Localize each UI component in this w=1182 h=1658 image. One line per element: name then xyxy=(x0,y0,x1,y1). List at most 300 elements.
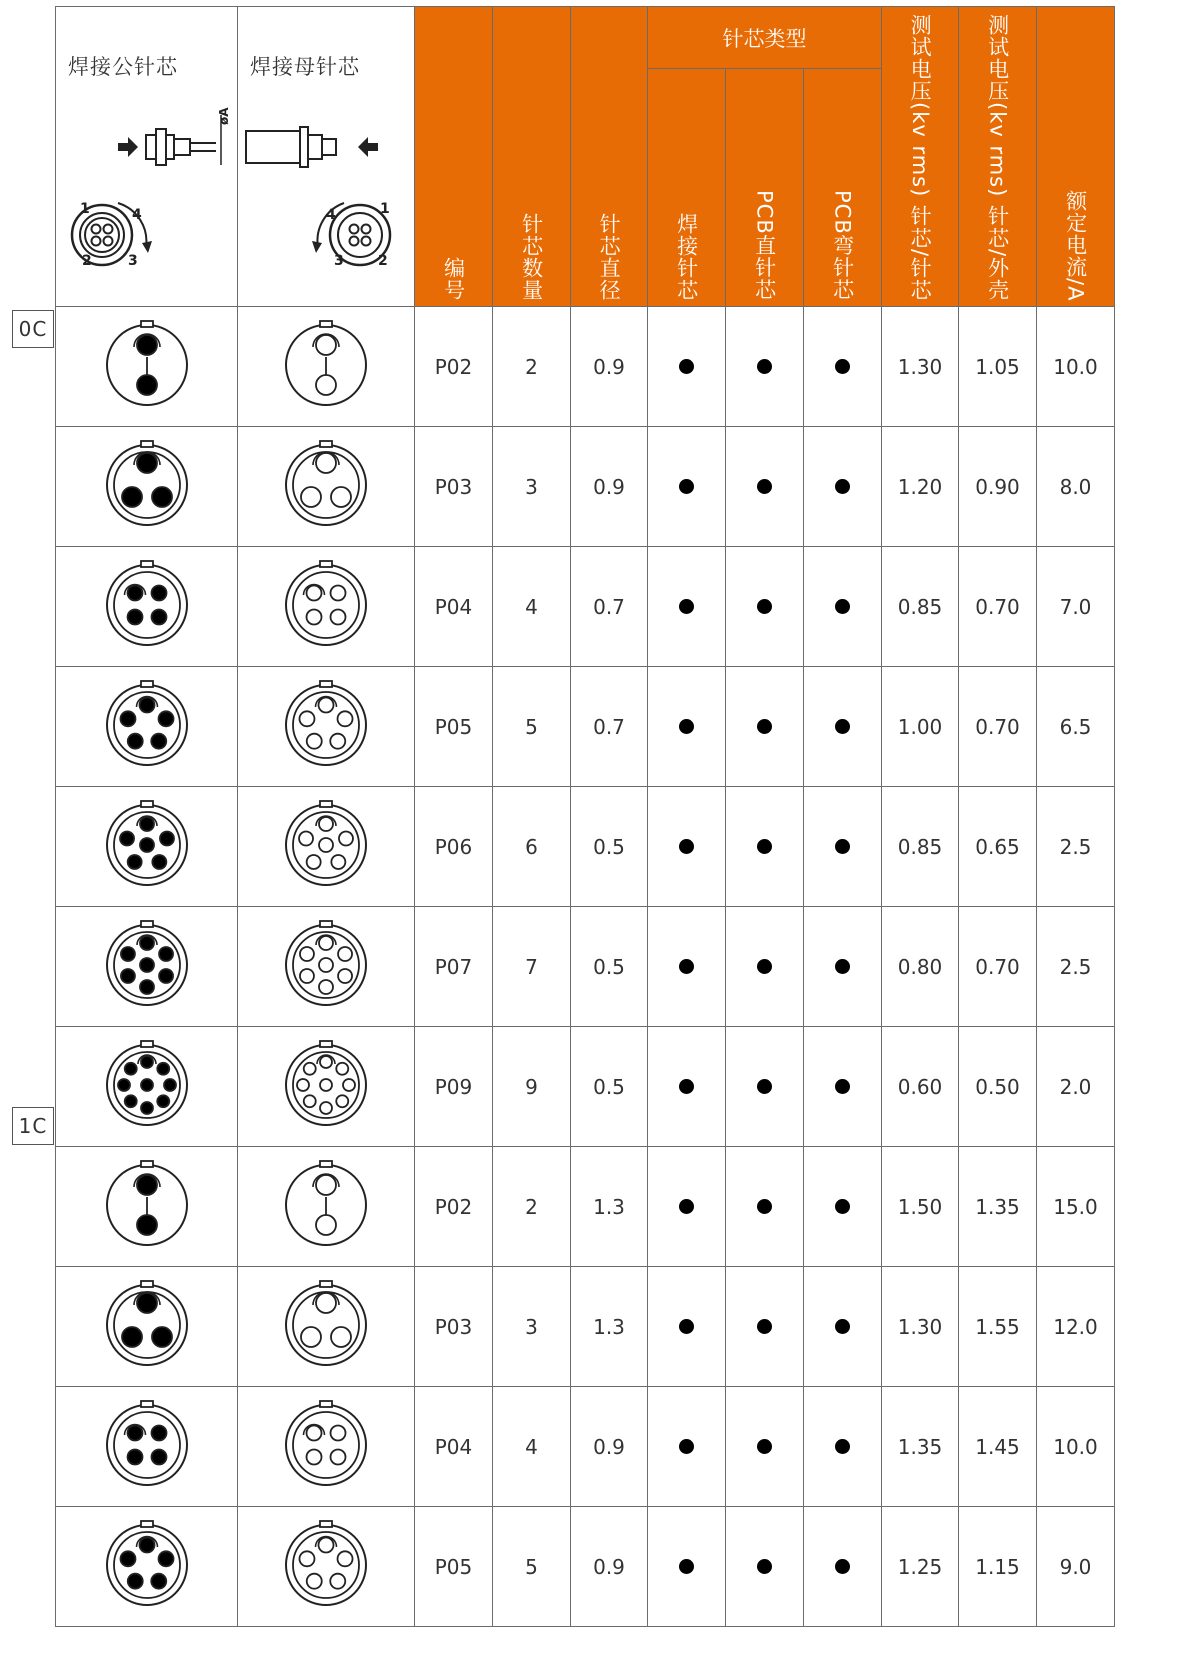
pin-diameter-cell: 0.5 xyxy=(571,787,648,907)
pin-1 xyxy=(139,1537,154,1552)
pin-2 xyxy=(137,1215,157,1235)
weld-pin-dot-cell xyxy=(648,1507,726,1627)
series-label-0c: 0C xyxy=(12,310,54,348)
pcb-bent-dot-icon xyxy=(835,599,850,614)
pin-8 xyxy=(124,1062,136,1074)
table-row xyxy=(56,907,1115,1027)
header-pin-count: 针芯数量 xyxy=(493,7,571,307)
pin-2 xyxy=(301,487,321,507)
pin-3 xyxy=(307,609,322,624)
svg-text:2: 2 xyxy=(378,253,388,269)
pcb-straight-dot-icon xyxy=(757,479,772,494)
arrow-left-icon xyxy=(358,137,378,157)
pin-diameter-cell: 0.9 xyxy=(571,1387,648,1507)
code-cell: P03 xyxy=(415,427,493,547)
pin-count-cell: 5 xyxy=(493,667,571,787)
pin-4 xyxy=(127,733,142,748)
pin-4 xyxy=(140,980,154,994)
pin-1 xyxy=(316,1175,336,1195)
header-voltage-pin-pin: 测试电压(kv rms) 针芯/针芯 xyxy=(882,7,959,307)
pcb-bent-dot-icon xyxy=(835,1199,850,1214)
header-pcb-bent: PCB弯针芯 xyxy=(804,69,882,307)
pin-2 xyxy=(157,1062,169,1074)
pin-6 xyxy=(319,838,333,852)
code-cell: P02 xyxy=(415,307,493,427)
weld-pin-dot-icon xyxy=(679,359,694,374)
pin-count-cell: 2 xyxy=(493,1147,571,1267)
pcb-bent-dot-cell xyxy=(804,427,882,547)
pcb-straight-dot-cell xyxy=(726,1387,804,1507)
pin-2 xyxy=(159,947,173,961)
pcb-bent-dot-cell xyxy=(804,667,882,787)
table-row xyxy=(56,1147,1115,1267)
pin-4 xyxy=(331,609,346,624)
pin-3 xyxy=(152,854,166,868)
pin-2 xyxy=(316,375,336,395)
pcb-bent-dot-icon xyxy=(835,1439,850,1454)
rated-current-cell: 8.0 xyxy=(1037,427,1115,547)
pin-diameter-cell: 0.7 xyxy=(571,667,648,787)
rated-current-cell: 6.5 xyxy=(1037,667,1115,787)
pin-1 xyxy=(319,936,333,950)
pin-3 xyxy=(151,1573,166,1588)
male-face-cell xyxy=(56,1267,238,1387)
pin-1 xyxy=(316,1293,336,1313)
pin-count-cell: 6 xyxy=(493,787,571,907)
pin-3 xyxy=(330,733,345,748)
weld-pin-dot-cell xyxy=(648,787,726,907)
weld-pin-dot-cell xyxy=(648,907,726,1027)
pin-1 xyxy=(319,697,334,712)
rated-current-cell: 7.0 xyxy=(1037,547,1115,667)
pin-2 xyxy=(158,1551,173,1566)
header-code: 编号 xyxy=(415,7,493,307)
voltage-pin-pin-cell: 1.50 xyxy=(882,1147,959,1267)
header-pin-type: 针芯类型 xyxy=(648,7,882,69)
pin-4 xyxy=(157,1095,169,1107)
pin-1 xyxy=(137,335,157,355)
rated-current-cell: 10.0 xyxy=(1037,307,1115,427)
pin-1 xyxy=(137,453,157,473)
pin-4 xyxy=(151,1449,166,1464)
female-face-cell xyxy=(238,907,415,1027)
pin-2 xyxy=(316,1215,336,1235)
pcb-straight-dot-cell xyxy=(726,307,804,427)
pin-3 xyxy=(331,854,345,868)
male-face-cell xyxy=(56,307,238,427)
weld-pin-dot-icon xyxy=(679,1559,694,1574)
weld-pin-dot-icon xyxy=(679,959,694,974)
table-row xyxy=(56,427,1115,547)
pin-4 xyxy=(331,1449,346,1464)
header-pin-diameter: 针芯直径 xyxy=(571,7,648,307)
pcb-bent-dot-icon xyxy=(835,1079,850,1094)
pin-2 xyxy=(331,585,346,600)
pcb-straight-dot-icon xyxy=(757,359,772,374)
header-pcb-straight: PCB直针芯 xyxy=(726,69,804,307)
pin-5 xyxy=(141,1102,153,1114)
header-weld-pin: 焊接针芯 xyxy=(648,69,726,307)
voltage-pin-shell-cell: 0.65 xyxy=(959,787,1037,907)
pcb-bent-dot-icon xyxy=(835,719,850,734)
weld-pin-dot-cell xyxy=(648,1027,726,1147)
pin-1 xyxy=(307,585,322,600)
male-face-cell xyxy=(56,787,238,907)
pin-3 xyxy=(331,487,351,507)
pin-2 xyxy=(339,831,353,845)
weld-pin-dot-icon xyxy=(679,1439,694,1454)
pcb-straight-dot-icon xyxy=(757,1079,772,1094)
pin-2 xyxy=(151,585,166,600)
pin-count-cell: 4 xyxy=(493,1387,571,1507)
pin-5 xyxy=(299,711,314,726)
pin-5 xyxy=(120,711,135,726)
male-connector-face-icon xyxy=(97,1275,197,1375)
voltage-pin-pin-cell: 1.00 xyxy=(882,667,959,787)
weld-pin-dot-cell xyxy=(648,427,726,547)
voltage-pin-pin-cell: 1.25 xyxy=(882,1507,959,1627)
male-connector-face-icon xyxy=(97,675,197,775)
pin-6 xyxy=(300,947,314,961)
rated-current-cell: 2.5 xyxy=(1037,787,1115,907)
pcb-straight-dot-cell xyxy=(726,427,804,547)
pcb-straight-dot-icon xyxy=(757,1199,772,1214)
pcb-bent-dot-cell xyxy=(804,307,882,427)
pin-diameter-cell: 1.3 xyxy=(571,1267,648,1387)
female-header xyxy=(238,7,415,307)
arrow-right-icon xyxy=(118,137,138,157)
weld-pin-dot-icon xyxy=(679,1079,694,1094)
pcb-straight-dot-icon xyxy=(757,719,772,734)
pin-9 xyxy=(141,1079,153,1091)
female-header-title: 焊接母针芯 xyxy=(250,55,360,79)
voltage-pin-shell-cell: 0.90 xyxy=(959,427,1037,547)
pin-2 xyxy=(331,1425,346,1440)
pcb-straight-dot-icon xyxy=(757,1439,772,1454)
rated-current-cell: 9.0 xyxy=(1037,1507,1115,1627)
male-face-cell xyxy=(56,1147,238,1267)
pin-2 xyxy=(336,1062,348,1074)
svg-text:2: 2 xyxy=(82,253,92,269)
male-face-cell xyxy=(56,907,238,1027)
male-face-cell xyxy=(56,667,238,787)
pin-3 xyxy=(343,1079,355,1091)
code-cell: P05 xyxy=(415,667,493,787)
male-connector-face-icon xyxy=(97,1515,197,1615)
female-connector-face-icon xyxy=(276,555,376,655)
voltage-pin-pin-cell: 0.85 xyxy=(882,787,959,907)
pin-2 xyxy=(338,947,352,961)
pin-1 xyxy=(127,585,142,600)
pin-3 xyxy=(127,609,142,624)
pin-5 xyxy=(299,831,313,845)
male-face-cell xyxy=(56,1507,238,1627)
pcb-bent-dot-icon xyxy=(835,479,850,494)
female-connector-face-icon xyxy=(276,1275,376,1375)
pin-1 xyxy=(307,1425,322,1440)
male-connector-face-icon xyxy=(97,315,197,415)
header-voltage-pin-shell: 测试电压(kv rms) 针芯/外壳 xyxy=(959,7,1037,307)
pcb-bent-dot-icon xyxy=(835,1319,850,1334)
pin-3 xyxy=(307,1449,322,1464)
female-face-cell xyxy=(238,307,415,427)
pcb-straight-dot-cell xyxy=(726,1147,804,1267)
pcb-straight-dot-icon xyxy=(757,1319,772,1334)
pin-1 xyxy=(137,1293,157,1313)
rated-current-cell: 2.0 xyxy=(1037,1027,1115,1147)
female-connector-face-icon xyxy=(276,1155,376,1255)
rated-current-cell: 12.0 xyxy=(1037,1267,1115,1387)
pin-1 xyxy=(319,1537,334,1552)
pcb-straight-dot-icon xyxy=(757,1559,772,1574)
voltage-pin-shell-cell: 1.15 xyxy=(959,1507,1037,1627)
male-plug-diagram xyxy=(56,7,236,303)
pin-2 xyxy=(301,1327,321,1347)
code-cell: P03 xyxy=(415,1267,493,1387)
pin-1 xyxy=(140,936,154,950)
diameter-label: øA xyxy=(217,107,231,125)
voltage-pin-pin-cell: 0.80 xyxy=(882,907,959,1027)
pin-3 xyxy=(152,1327,172,1347)
connector-spec-table xyxy=(55,6,1115,1627)
pin-1 xyxy=(316,335,336,355)
pin-2 xyxy=(151,1425,166,1440)
table-row xyxy=(56,1267,1115,1387)
pin-count-cell: 9 xyxy=(493,1027,571,1147)
male-connector-face-icon xyxy=(97,1035,197,1135)
pin-diameter-cell: 1.3 xyxy=(571,1147,648,1267)
male-connector-face-icon xyxy=(97,555,197,655)
pin-3 xyxy=(338,969,352,983)
female-connector-face-icon xyxy=(276,795,376,895)
pin-count-cell: 2 xyxy=(493,307,571,427)
pin-3 xyxy=(330,1573,345,1588)
pcb-straight-dot-icon xyxy=(757,599,772,614)
svg-text:3: 3 xyxy=(128,253,138,269)
male-face-cell xyxy=(56,547,238,667)
pin-6 xyxy=(120,947,134,961)
pin-5 xyxy=(300,969,314,983)
female-connector-face-icon xyxy=(276,315,376,415)
voltage-pin-shell-cell: 0.50 xyxy=(959,1027,1037,1147)
pin-count-cell: 5 xyxy=(493,1507,571,1627)
weld-pin-dot-cell xyxy=(648,1267,726,1387)
male-connector-face-icon xyxy=(97,1395,197,1495)
pin-2 xyxy=(338,711,353,726)
weld-pin-dot-icon xyxy=(679,599,694,614)
female-connector-face-icon xyxy=(276,1395,376,1495)
pin-4 xyxy=(307,854,321,868)
pcb-straight-dot-cell xyxy=(726,1507,804,1627)
pin-count-cell: 3 xyxy=(493,427,571,547)
female-connector-face-icon xyxy=(276,915,376,1015)
pin-4 xyxy=(127,854,141,868)
voltage-pin-shell-cell: 1.45 xyxy=(959,1387,1037,1507)
pcb-bent-dot-cell xyxy=(804,1387,882,1507)
weld-pin-dot-icon xyxy=(679,839,694,854)
code-cell: P06 xyxy=(415,787,493,907)
pcb-bent-dot-icon xyxy=(835,359,850,374)
pcb-straight-dot-cell xyxy=(726,1267,804,1387)
pcb-bent-dot-cell xyxy=(804,1507,882,1627)
svg-text:1: 1 xyxy=(80,201,90,217)
pin-diameter-cell: 0.5 xyxy=(571,1027,648,1147)
female-face-cell xyxy=(238,1267,415,1387)
pin-6 xyxy=(304,1095,316,1107)
pin-1 xyxy=(316,453,336,473)
rated-current-cell: 2.5 xyxy=(1037,907,1115,1027)
voltage-pin-pin-cell: 1.30 xyxy=(882,1267,959,1387)
table-row xyxy=(56,1387,1115,1507)
pin-diameter-cell: 0.9 xyxy=(571,427,648,547)
female-face-cell xyxy=(238,787,415,907)
pin-7 xyxy=(297,1079,309,1091)
pin-3 xyxy=(159,969,173,983)
pin-3 xyxy=(164,1079,176,1091)
pcb-bent-dot-cell xyxy=(804,787,882,907)
pcb-bent-dot-cell xyxy=(804,907,882,1027)
female-face-cell xyxy=(238,1027,415,1147)
pin-6 xyxy=(124,1095,136,1107)
series-label-1c: 1C xyxy=(12,1107,54,1145)
pin-1 xyxy=(127,1425,142,1440)
female-connector-face-icon xyxy=(276,435,376,535)
pin-5 xyxy=(120,1551,135,1566)
male-connector-face-icon xyxy=(97,795,197,895)
pin-5 xyxy=(120,831,134,845)
pin-1 xyxy=(319,817,333,831)
pin-3 xyxy=(331,1327,351,1347)
voltage-pin-pin-cell: 0.60 xyxy=(882,1027,959,1147)
weld-pin-dot-cell xyxy=(648,667,726,787)
pin-1 xyxy=(139,697,154,712)
pin-1 xyxy=(141,1056,153,1068)
pcb-bent-dot-cell xyxy=(804,1267,882,1387)
code-cell: P09 xyxy=(415,1027,493,1147)
pcb-straight-dot-cell xyxy=(726,547,804,667)
pcb-straight-dot-icon xyxy=(757,959,772,974)
voltage-pin-shell-cell: 0.70 xyxy=(959,547,1037,667)
pin-1 xyxy=(140,817,154,831)
voltage-pin-pin-cell: 1.30 xyxy=(882,307,959,427)
female-connector-face-icon xyxy=(276,1515,376,1615)
pin-6 xyxy=(140,838,154,852)
pin-3 xyxy=(127,1449,142,1464)
table-row xyxy=(56,787,1115,907)
female-face-cell xyxy=(238,1387,415,1507)
weld-pin-dot-icon xyxy=(679,1319,694,1334)
pcb-bent-dot-cell xyxy=(804,1027,882,1147)
male-connector-face-icon xyxy=(97,1155,197,1255)
pin-4 xyxy=(127,1573,142,1588)
voltage-pin-shell-cell: 1.35 xyxy=(959,1147,1037,1267)
pcb-bent-dot-icon xyxy=(835,1559,850,1574)
pin-5 xyxy=(120,969,134,983)
female-face-cell xyxy=(238,667,415,787)
pin-2 xyxy=(122,1327,142,1347)
pin-7 xyxy=(118,1079,130,1091)
pin-count-cell: 4 xyxy=(493,547,571,667)
code-cell: P05 xyxy=(415,1507,493,1627)
pin-1 xyxy=(137,1175,157,1195)
weld-pin-dot-cell xyxy=(648,307,726,427)
female-connector-face-icon xyxy=(276,675,376,775)
male-connector-face-icon xyxy=(97,915,197,1015)
pcb-straight-dot-cell xyxy=(726,667,804,787)
table-row xyxy=(56,307,1115,427)
male-face-cell xyxy=(56,1027,238,1147)
pin-5 xyxy=(299,1551,314,1566)
pin-7 xyxy=(319,958,333,972)
pin-4 xyxy=(336,1095,348,1107)
voltage-pin-pin-cell: 1.35 xyxy=(882,1387,959,1507)
table-row xyxy=(56,1507,1115,1627)
voltage-pin-shell-cell: 0.70 xyxy=(959,667,1037,787)
code-cell: P07 xyxy=(415,907,493,1027)
pin-diameter-cell: 0.9 xyxy=(571,1507,648,1627)
female-socket-diagram xyxy=(238,7,413,303)
pcb-straight-dot-cell xyxy=(726,907,804,1027)
pcb-straight-dot-cell xyxy=(726,787,804,907)
pcb-bent-dot-cell xyxy=(804,1147,882,1267)
weld-pin-dot-icon xyxy=(679,719,694,734)
weld-pin-dot-icon xyxy=(679,1199,694,1214)
pin-2 xyxy=(158,711,173,726)
table-row xyxy=(56,547,1115,667)
male-face-cell xyxy=(56,1387,238,1507)
pin-diameter-cell: 0.5 xyxy=(571,907,648,1027)
voltage-pin-pin-cell: 1.20 xyxy=(882,427,959,547)
voltage-pin-pin-cell: 0.85 xyxy=(882,547,959,667)
code-cell: P04 xyxy=(415,1387,493,1507)
table-row xyxy=(56,1027,1115,1147)
female-face-cell xyxy=(238,547,415,667)
svg-text:4: 4 xyxy=(132,207,142,223)
header-rated-current: 额定电流/A xyxy=(1037,7,1115,307)
pin-2 xyxy=(137,375,157,395)
pin-4 xyxy=(151,609,166,624)
male-face-cell xyxy=(56,427,238,547)
svg-text:4: 4 xyxy=(326,207,336,223)
pcb-straight-dot-icon xyxy=(757,839,772,854)
weld-pin-dot-cell xyxy=(648,1147,726,1267)
pin-diameter-cell: 0.7 xyxy=(571,547,648,667)
pin-diameter-cell: 0.9 xyxy=(571,307,648,427)
pin-1 xyxy=(320,1056,332,1068)
table-row xyxy=(56,667,1115,787)
pin-4 xyxy=(307,1573,322,1588)
voltage-pin-shell-cell: 1.05 xyxy=(959,307,1037,427)
pin-3 xyxy=(152,487,172,507)
pin-8 xyxy=(304,1062,316,1074)
pin-4 xyxy=(307,733,322,748)
pcb-bent-dot-cell xyxy=(804,547,882,667)
pin-3 xyxy=(151,733,166,748)
pin-5 xyxy=(320,1102,332,1114)
rated-current-cell: 10.0 xyxy=(1037,1387,1115,1507)
male-header xyxy=(56,7,238,307)
code-cell: P02 xyxy=(415,1147,493,1267)
female-face-cell xyxy=(238,1507,415,1627)
pin-2 xyxy=(338,1551,353,1566)
pin-2 xyxy=(159,831,173,845)
rated-current-cell: 15.0 xyxy=(1037,1147,1115,1267)
pcb-straight-dot-cell xyxy=(726,1027,804,1147)
female-connector-face-icon xyxy=(276,1035,376,1135)
svg-text:1: 1 xyxy=(380,201,390,217)
female-face-cell xyxy=(238,1147,415,1267)
weld-pin-dot-cell xyxy=(648,1387,726,1507)
